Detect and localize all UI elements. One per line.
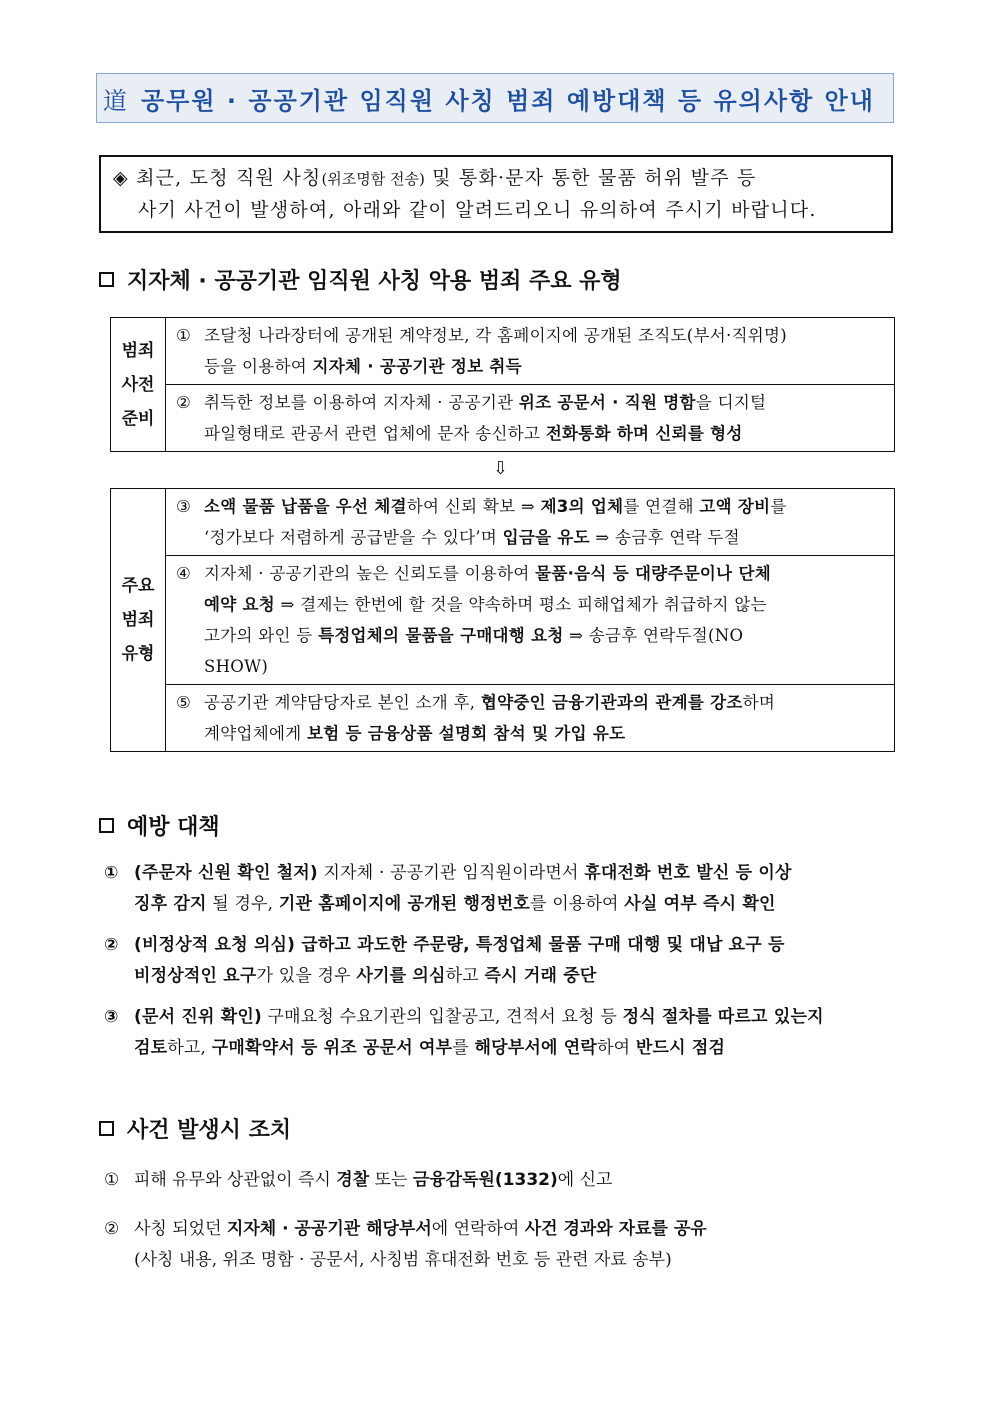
square-bullet-icon (99, 1121, 114, 1136)
down-arrow-icon: ⇩ (493, 458, 509, 479)
crime-item-4: ④ 지자체 · 공공기관의 높은 신뢰도를 이용하여 물품·음식 등 대량주문이나 단체 예약 요청 ⇒ 결제는 한번에 할 것을 약속하며 평소 피해업체가 취급하지 않는 고가의 와인 등 특정업체의 물품을 구매대행 요청 ⇒ 송금후 연락두절(NO SHOW) (166, 556, 895, 685)
square-bullet-icon (99, 818, 114, 833)
section-heading-crime-types: 지자체 · 공공기관 임직원 사칭 악용 범죄 주요 유형 (99, 264, 622, 295)
action-item-2: ② 사칭 되었던 지자체 · 공공기관 해당부서에 연락하여 사건 경과와 자료를 공유 (사칭 내용, 위조 명함 · 공문서, 사칭범 휴대전화 번호 등 관련 자료 송부) (104, 1219, 707, 1270)
crime-item-3: ③ 소액 물품 납품을 우선 체결하여 신뢰 확보 ⇒ 제3의 업체를 연결해 고액 장비를 ‘정가보다 저렴하게 공급받을 수 있다’며 입금을 유도 ⇒ 송금후 연락 두절 (166, 489, 895, 556)
crime-item-1: ① 조달청 나라장터에 공개된 계약정보, 각 홈페이지에 공개된 조직도(부서·직위명) 등을 이용하여 지자체 · 공공기관 정보 취득 (166, 318, 895, 385)
prevention-item-2: ② (비정상적 요청 의심) 급하고 과도한 주문량, 특정업체 물품 구매 대행 및 대납 요구 등 비정상적인 요구가 있을 경우 사기를 의심하고 즉시 거래 중단 (104, 935, 785, 986)
action-item-1: ① 피해 유무와 상관없이 즉시 경찰 또는 금융감독원(1332)에 신고 (104, 1170, 613, 1190)
diamond-bullet-icon: ◈ (113, 167, 129, 189)
title-banner (96, 73, 894, 123)
section-heading-prevention: 예방 대책 (99, 810, 220, 841)
crime-item-5: ⑤ 공공기관 계약담당자로 본인 소개 후, 협약중인 금융기관과의 관계를 강조하며 계약업체에게 보험 등 금융상품 설명회 참석 및 가입 유도 (166, 685, 895, 752)
title-mark: 道 (103, 86, 127, 115)
group-head-types: 주요 범죄 유형 (111, 489, 166, 752)
page-title: 공무원 · 공공기관 임직원 사칭 범죄 예방대책 등 유의사항 안내 (141, 86, 875, 115)
notice-line-1: ◈ 최근, 도청 직원 사칭(위조명함 전송) 및 통화·문자 통한 물품 허위 발주 등 (113, 167, 757, 189)
section-heading-incident-action: 사건 발생시 조치 (99, 1113, 291, 1144)
crime-types-table (110, 488, 895, 752)
crime-prep-table (110, 317, 895, 452)
crime-item-2: ② 취득한 정보를 이용하여 지자체 · 공공기관 위조 공문서 · 직원 명함을 디지털 파일형태로 관공서 관련 업체에 문자 송신하고 전화통화 하며 신뢰를 형성 (166, 385, 895, 452)
prevention-item-1: ① (주문자 신원 확인 철저) 지자체 · 공공기관 임직원이라면서 휴대전화 번호 발신 등 이상 징후 감지 될 경우, 기관 홈페이지에 공개된 행정번호를 이용하여 사실 여부 즉시 확인 (104, 863, 792, 914)
notice-line-2: 사기 사건이 발생하여, 아래와 같이 알려드리오니 유의하여 주시기 바랍니다. (138, 199, 817, 221)
prevention-item-3: ③ (문서 진위 확인) 구매요청 수요기관의 입찰공고, 견적서 요청 등 정식 절차를 따르고 있는지 검토하고, 구매확약서 등 위조 공문서 여부를 해당부서에 연락하여 반드시 점검 (104, 1007, 824, 1058)
notice-box (99, 155, 893, 233)
square-bullet-icon (99, 272, 114, 287)
group-head-prep: 범죄 사전 준비 (111, 318, 166, 452)
